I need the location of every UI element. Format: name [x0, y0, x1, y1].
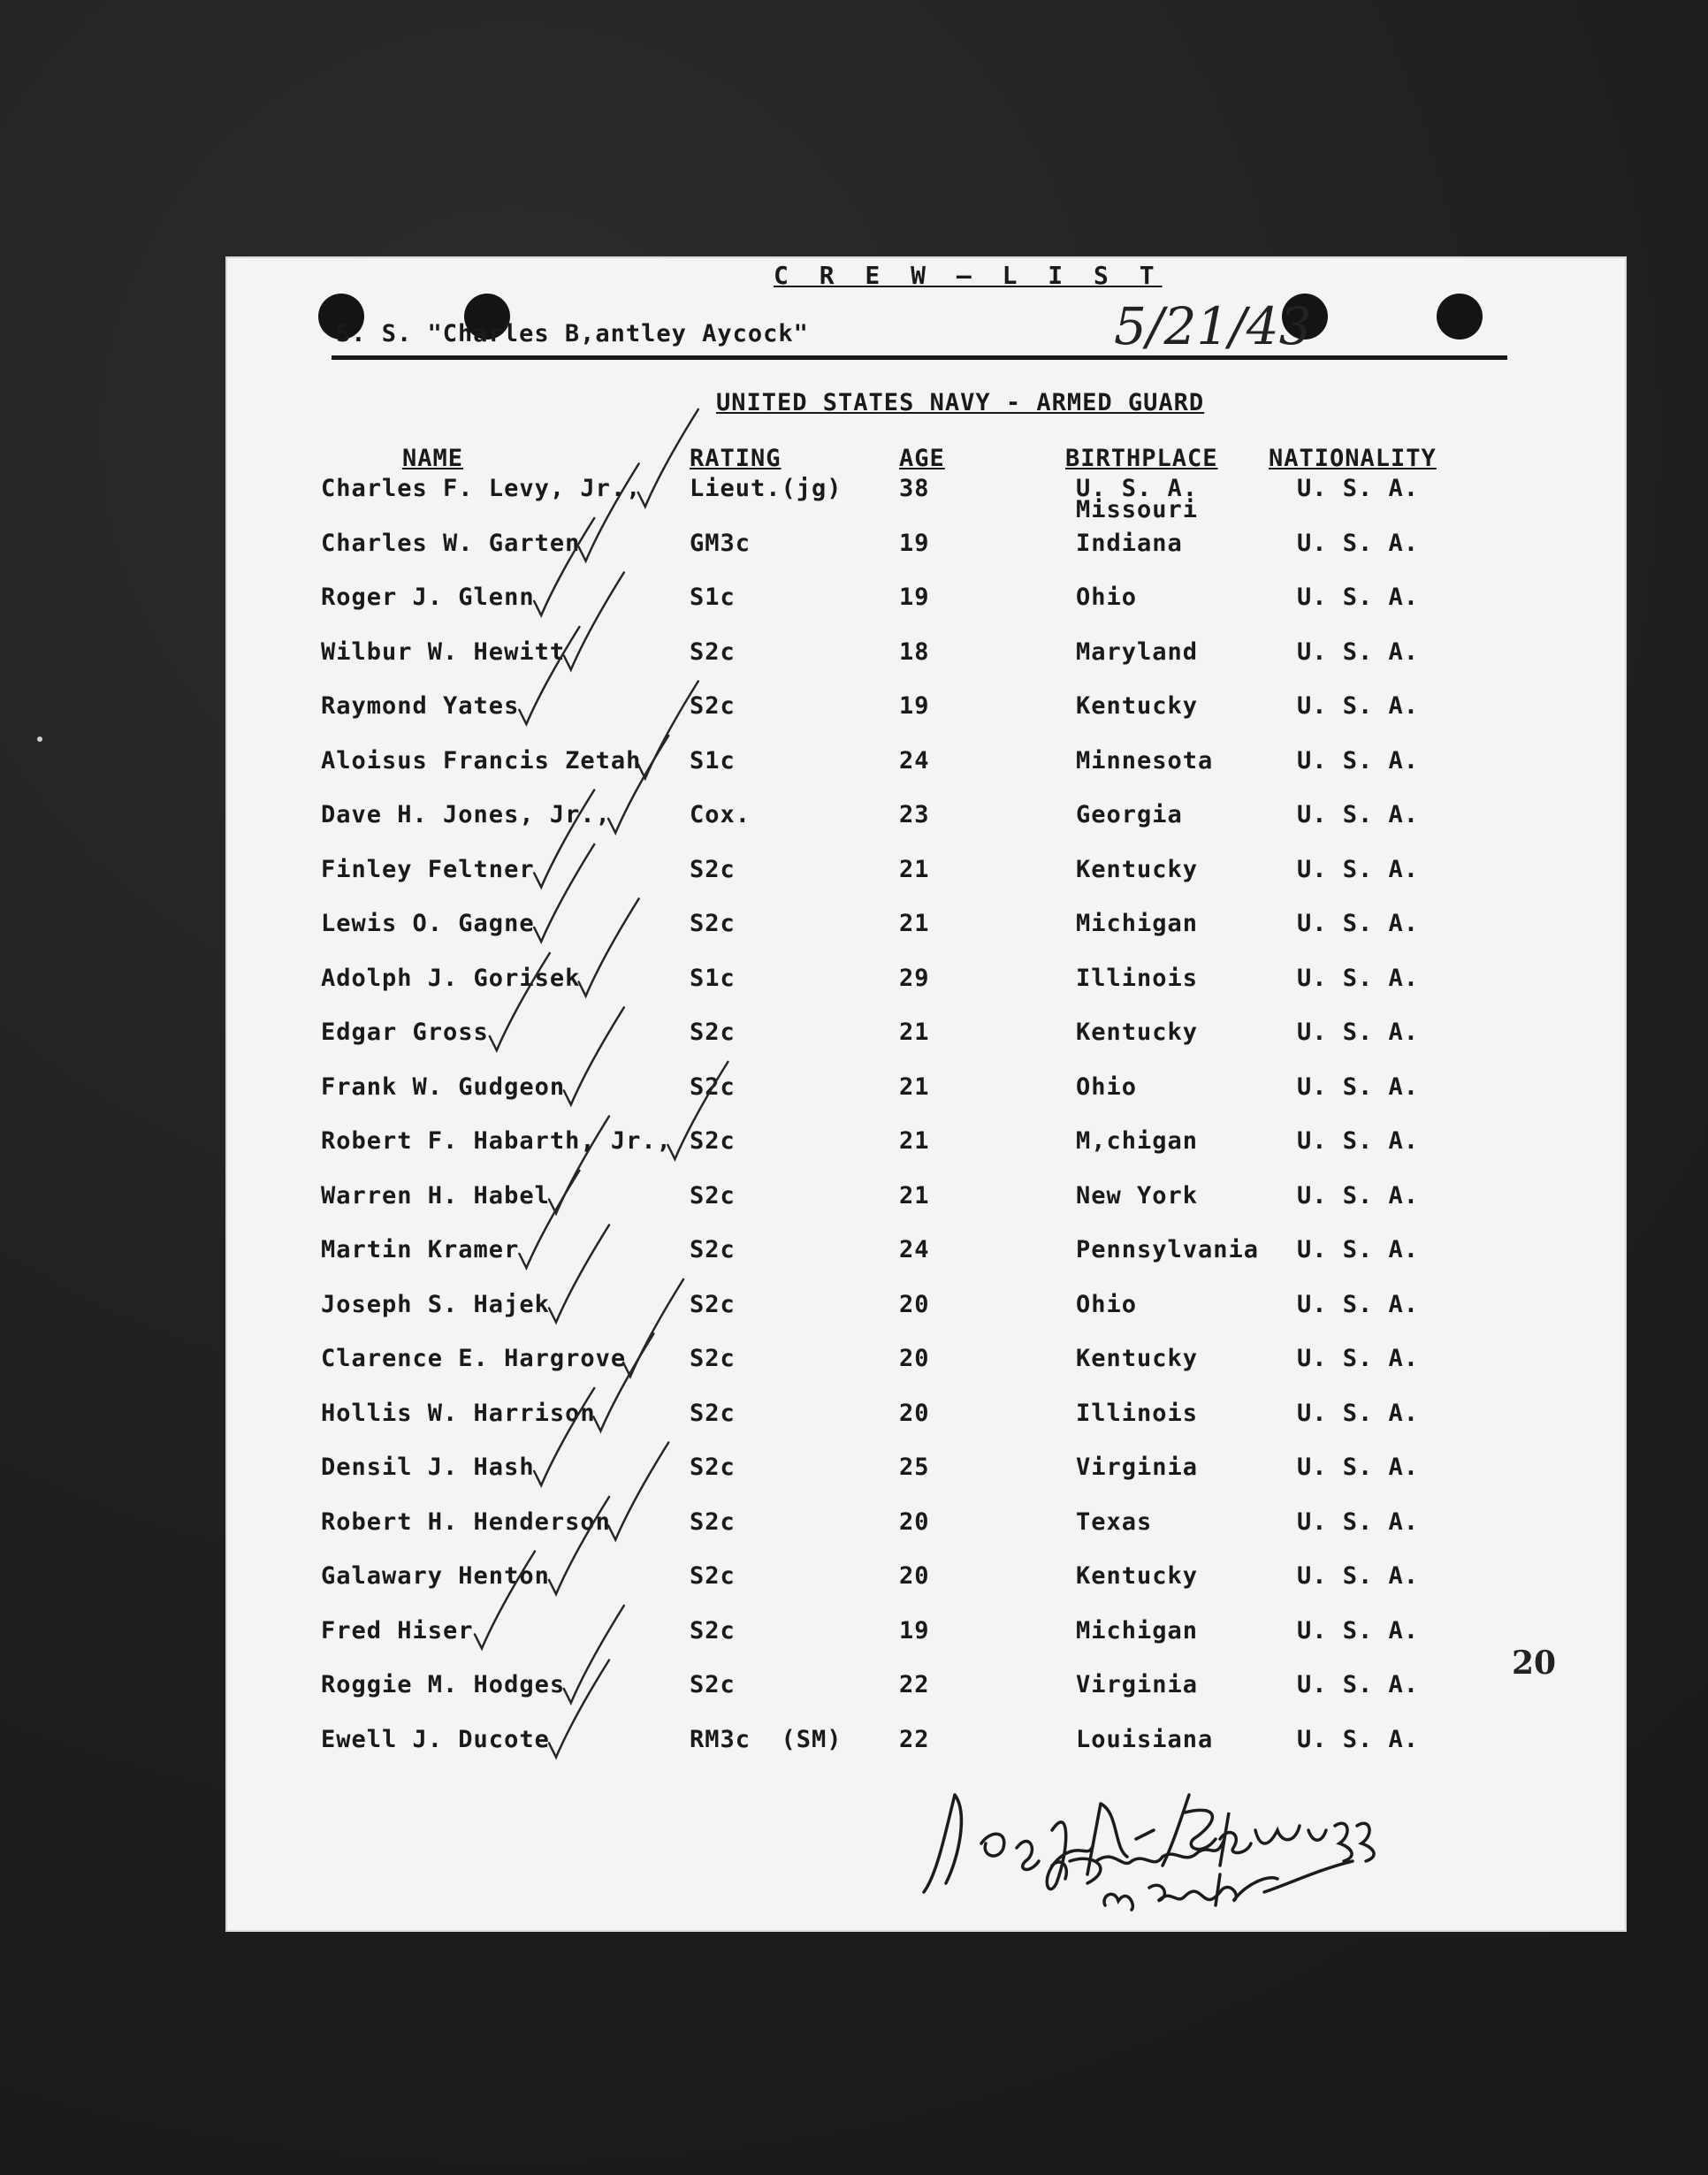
cell-nationality: U. S. A.	[1297, 1671, 1420, 1698]
cell-name: Charles W. Garten	[321, 529, 581, 557]
cell-birthplace: Michigan	[1076, 910, 1199, 937]
ship-name-underline	[332, 355, 1507, 360]
cell-nationality: U. S. A.	[1297, 692, 1420, 720]
cell-rating: RM3c (SM)	[690, 1725, 843, 1753]
cell-rating: S2c	[690, 1019, 736, 1046]
cell-age: 23	[899, 801, 930, 828]
cell-age: 18	[899, 637, 930, 666]
table-row	[225, 1562, 1627, 1598]
cell-name: Clarence E. Hargrove	[321, 1345, 627, 1372]
table-row	[225, 692, 1627, 728]
cell-nationality: U. S. A.	[1297, 746, 1420, 775]
cell-birthplace: Kentucky	[1076, 692, 1199, 720]
cell-age: 25	[899, 1454, 930, 1481]
table-row	[225, 1345, 1627, 1380]
cell-rating: S1c	[690, 746, 736, 775]
cell-birthplace: Texas	[1076, 1507, 1153, 1536]
cell-name: Lewis O. Gagne	[321, 910, 535, 937]
cell-rating: S1c	[690, 584, 736, 611]
cell-age: 20	[899, 1399, 930, 1427]
cell-birthplace: Georgia	[1076, 801, 1183, 828]
cell-age: 21	[899, 1072, 930, 1101]
table-row	[225, 747, 1627, 782]
cell-nationality: U. S. A.	[1297, 1236, 1420, 1263]
cell-nationality: U. S. A.	[1297, 529, 1420, 557]
cell-birthplace: Minnesota	[1076, 746, 1214, 775]
cell-nationality: U. S. A.	[1297, 1616, 1420, 1645]
cell-name: Roggie M. Hodges	[321, 1671, 566, 1698]
table-row	[225, 1291, 1627, 1326]
cell-name: Warren H. Habel	[321, 1181, 550, 1210]
cell-birthplace: U. S. A.	[1076, 475, 1199, 502]
cell-name: Galawary Henton	[321, 1562, 550, 1590]
cell-birthplace: Louisiana	[1076, 1725, 1214, 1753]
table-row	[225, 638, 1627, 674]
cell-rating: S2c	[690, 1072, 736, 1101]
table-row	[225, 856, 1627, 891]
cell-age: 24	[899, 746, 930, 775]
cell-birthplace: Illinois	[1076, 1399, 1199, 1427]
cell-rating: S2c	[690, 1454, 736, 1481]
cell-nationality: U. S. A.	[1297, 1725, 1420, 1753]
cell-rating: S2c	[690, 1562, 736, 1590]
cell-birthplace: Kentucky	[1076, 1019, 1199, 1046]
cell-rating: S2c	[690, 855, 736, 883]
cell-name: Frank W. Gudgeon	[321, 1072, 566, 1101]
column-header-nationality: NATIONALITY	[1269, 445, 1437, 472]
column-header-name: NAME	[402, 445, 464, 472]
cell-nationality: U. S. A.	[1297, 1181, 1420, 1210]
table-row	[225, 1019, 1627, 1054]
cell-nationality: U. S. A.	[1297, 1507, 1420, 1536]
cell-age: 20	[899, 1562, 930, 1590]
table-row	[225, 1726, 1627, 1761]
table-row	[225, 1400, 1627, 1435]
scan-speck	[37, 736, 42, 742]
cell-nationality: U. S. A.	[1297, 910, 1420, 937]
cell-rating: S2c	[690, 692, 736, 720]
cell-nationality: U. S. A.	[1297, 584, 1420, 611]
cell-birthplace: Virginia	[1076, 1454, 1199, 1481]
cell-name: Robert H. Henderson	[321, 1507, 611, 1536]
table-row	[225, 1617, 1627, 1652]
cell-age: 38	[899, 475, 930, 502]
cell-rating: GM3c	[690, 529, 751, 557]
cell-nationality: U. S. A.	[1297, 1399, 1420, 1427]
inspector-signature	[919, 1777, 1414, 1919]
cell-name: Martin Kramer	[321, 1236, 520, 1263]
cell-age: 19	[899, 692, 930, 720]
cell-name: Wilbur W. Hewitt	[321, 637, 566, 666]
cell-name: Dave H. Jones, Jr.,	[321, 801, 611, 828]
cell-birthplace: Ohio	[1076, 1072, 1138, 1101]
table-row	[225, 1182, 1627, 1217]
cell-birthplace: Indiana	[1076, 529, 1183, 557]
cell-age: 21	[899, 1181, 930, 1210]
cell-rating: S2c	[690, 1616, 736, 1645]
cell-birthplace: Virginia	[1076, 1671, 1199, 1698]
cell-rating: S2c	[690, 1290, 736, 1318]
cell-rating: Lieut.(jg)	[690, 475, 843, 502]
cell-rating: S2c	[690, 1236, 736, 1263]
cell-nationality: U. S. A.	[1297, 1345, 1420, 1372]
cell-birthplace: Kentucky	[1076, 1562, 1199, 1590]
cell-rating: S2c	[690, 637, 736, 666]
cell-age: 20	[899, 1507, 930, 1536]
punch-hole-4	[1437, 294, 1483, 340]
table-row	[225, 584, 1627, 619]
cell-birthplace: New York	[1076, 1181, 1199, 1210]
cell-rating: S1c	[690, 964, 736, 992]
cell-nationality: U. S. A.	[1297, 855, 1420, 883]
page-number: 20	[1512, 1645, 1557, 1682]
cell-age: 22	[899, 1725, 930, 1753]
table-row	[225, 1236, 1627, 1271]
table-row	[225, 1671, 1627, 1706]
cell-nationality: U. S. A.	[1297, 1072, 1420, 1101]
handwritten-date: 5/21/43	[1114, 296, 1312, 356]
cell-name: Fred Hiser	[321, 1616, 474, 1645]
ship-name: S. S. "Charles B,antley Aycock"	[336, 320, 809, 347]
table-row	[225, 530, 1627, 565]
cell-name: Aloisus Francis Zetah	[321, 746, 642, 775]
cell-name: Finley Feltner	[321, 855, 535, 883]
cell-nationality: U. S. A.	[1297, 1454, 1420, 1481]
cell-name: Robert F. Habarth, Jr.,	[321, 1127, 672, 1155]
cell-name: Edgar Gross	[321, 1019, 489, 1046]
cell-nationality: U. S. A.	[1297, 1290, 1420, 1318]
cell-name: Joseph S. Hajek	[321, 1290, 550, 1318]
cell-nationality: U. S. A.	[1297, 964, 1420, 992]
table-row	[225, 910, 1627, 945]
cell-birthplace: Ohio	[1076, 584, 1138, 611]
cell-age: 20	[899, 1290, 930, 1318]
cell-age: 21	[899, 1127, 930, 1155]
table-row	[225, 1454, 1627, 1489]
cell-birthplace: Michigan	[1076, 1616, 1199, 1645]
table-row	[225, 801, 1627, 836]
cell-nationality: U. S. A.	[1297, 637, 1420, 666]
table-row	[225, 965, 1627, 1000]
column-header-rating: RATING	[690, 445, 782, 472]
cell-birthplace: Illinois	[1076, 964, 1199, 992]
cell-nationality: U. S. A.	[1297, 1127, 1420, 1155]
cell-name: Adolph J. Gorisek	[321, 964, 581, 992]
cell-rating: S2c	[690, 1345, 736, 1372]
cell-age: 22	[899, 1671, 930, 1698]
cell-age: 21	[899, 910, 930, 937]
document-title: C R E W — L I S T	[774, 261, 1163, 290]
section-title: UNITED STATES NAVY - ARMED GUARD	[716, 389, 1205, 416]
cell-age: 21	[899, 855, 930, 883]
cell-name: Hollis W. Harrison	[321, 1399, 596, 1427]
cell-age: 19	[899, 584, 930, 611]
cell-rating: S2c	[690, 1127, 736, 1155]
cell-rating: S2c	[690, 1671, 736, 1698]
cell-age: 20	[899, 1345, 930, 1372]
cell-nationality: U. S. A.	[1297, 1562, 1420, 1590]
cell-rating: S2c	[690, 1507, 736, 1536]
cell-age: 29	[899, 964, 930, 992]
cell-birthplace: M,chigan	[1076, 1127, 1199, 1155]
cell-age: 24	[899, 1236, 930, 1263]
cell-age: 19	[899, 529, 930, 557]
cell-age: 19	[899, 1616, 930, 1645]
cell-name: Densil J. Hash	[321, 1454, 535, 1481]
cell-birthplace: Maryland	[1076, 637, 1199, 666]
cell-nationality: U. S. A.	[1297, 475, 1420, 502]
column-header-birthplace: BIRTHPLACE	[1065, 445, 1218, 472]
cell-name: Charles F. Levy, Jr.,	[321, 475, 642, 502]
cell-rating: S2c	[690, 1399, 736, 1427]
cell-birthplace: Ohio	[1076, 1290, 1138, 1318]
cell-birthplace: Pennsylvania	[1076, 1236, 1260, 1263]
cell-rating: S2c	[690, 910, 736, 937]
cell-name: Raymond Yates	[321, 692, 520, 720]
cell-birthplace: Kentucky	[1076, 855, 1199, 883]
cell-name: Roger J. Glenn	[321, 584, 535, 611]
table-row	[225, 475, 1627, 523]
table-row	[225, 1073, 1627, 1109]
column-header-age: AGE	[899, 445, 945, 472]
cell-nationality: U. S. A.	[1297, 801, 1420, 828]
cell-rating: Cox.	[690, 801, 751, 828]
cell-rating: S2c	[690, 1181, 736, 1210]
table-row	[225, 1127, 1627, 1163]
cell-age: 21	[899, 1019, 930, 1046]
cell-nationality: U. S. A.	[1297, 1019, 1420, 1046]
crew-list-page	[225, 256, 1627, 1932]
cell-name: Ewell J. Ducote	[321, 1725, 550, 1753]
table-row	[225, 1508, 1627, 1544]
cell-birthplace: Kentucky	[1076, 1345, 1199, 1372]
cell-birthplace-secondary: Missouri	[1076, 496, 1199, 523]
